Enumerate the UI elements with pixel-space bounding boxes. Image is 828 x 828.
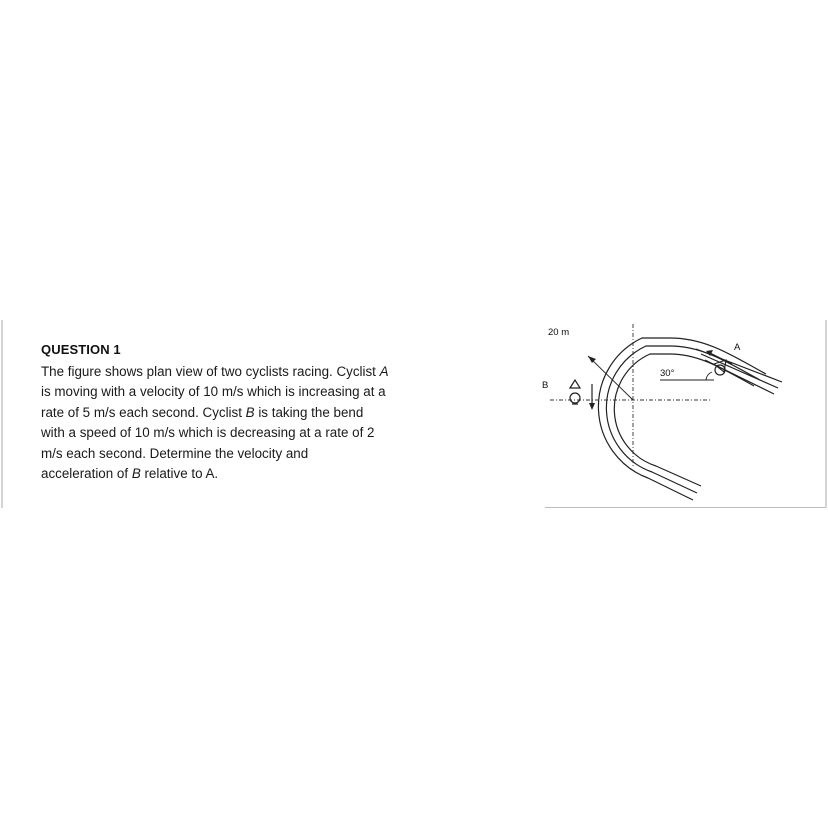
question-line-5: m/s each second. Determine the velocity and [41, 445, 309, 461]
document-page [0, 320, 828, 508]
radius-arrowhead [588, 356, 596, 363]
question-line-2: is moving with a velocity of 10 m/s which is increasing at a [41, 384, 386, 400]
straight-track [696, 349, 782, 394]
page-left-edge [1, 320, 3, 508]
cyclist-b-arrowhead [589, 403, 595, 410]
track-diagram [520, 320, 820, 508]
cyclist-a-label: A [734, 342, 741, 353]
cyclist-a-body [714, 360, 726, 372]
question-line-4: with a speed of 10 m/s which is decreasing at a rate of 2 [41, 425, 375, 441]
question-body [41, 362, 461, 484]
angle-label: 30° [660, 368, 675, 379]
radius-line [588, 356, 633, 400]
question-title: QUESTION 1 [41, 342, 121, 357]
page-right-edge [825, 320, 827, 508]
track-lanes [598, 338, 766, 500]
question-line-1: The figure shows plan view of two cyclists racing. Cyclist A [41, 364, 389, 379]
question-line-6: acceleration of B relative to A. [41, 466, 219, 482]
angle-arc [706, 372, 712, 380]
cyclist-b-wheel [570, 393, 580, 403]
cyclist-b-label: B [542, 380, 549, 391]
radius-label: 20 m [548, 327, 570, 338]
cyclist-b [570, 380, 595, 410]
track-lane-middle [606, 346, 760, 493]
question-line-3: rate of 5 m/s each second. Cyclist B is taking the bend [41, 404, 364, 420]
